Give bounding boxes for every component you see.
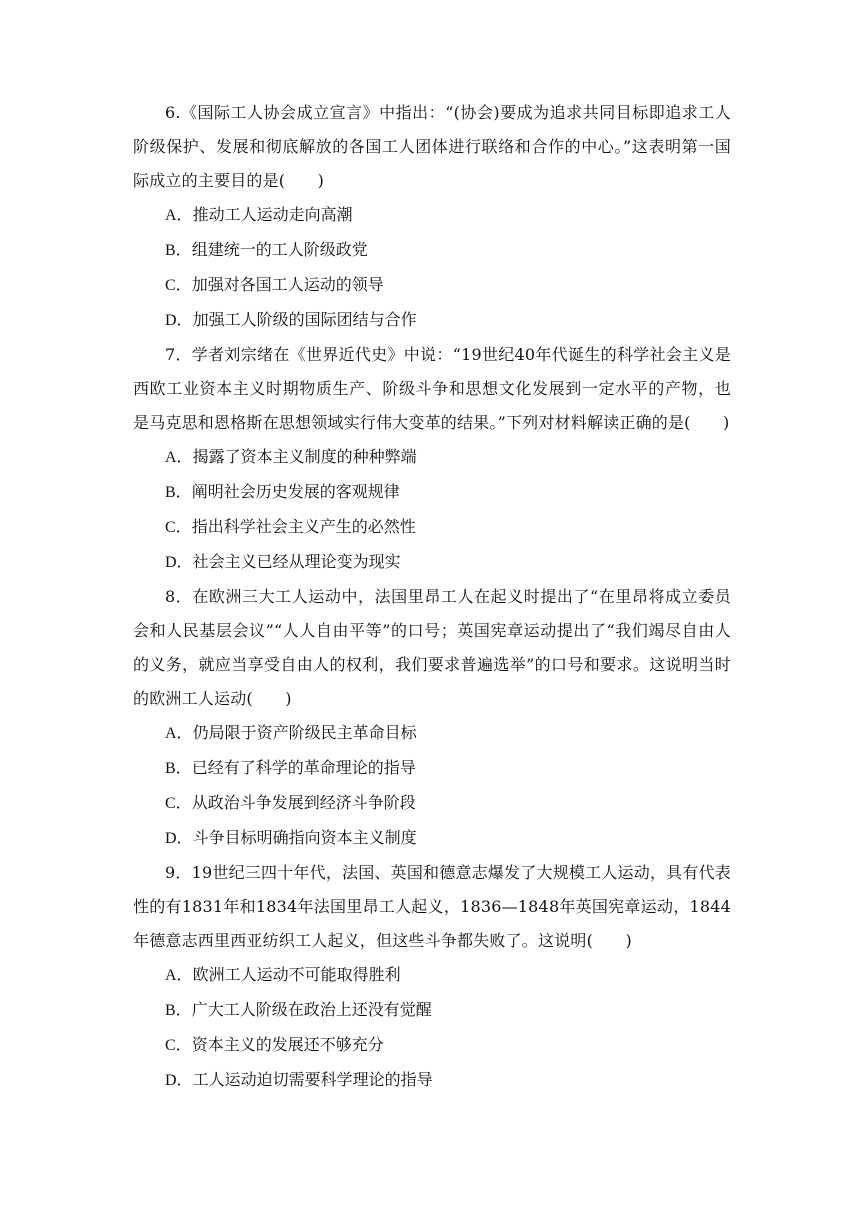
option-d [133,821,731,856]
option-text: 加强工人阶级的国际团结与合作 [192,310,417,329]
option-text: 阐明社会历史发展的客观规律 [191,482,400,501]
option-letter: D． [165,1072,193,1089]
option-text: 推动工人运动走向高潮 [192,205,353,224]
option-letter: A． [165,967,193,984]
option-letter: C． [165,519,192,536]
option-text: 广大工人阶级在政治上还没有觉醒 [191,1000,432,1019]
option-letter: A． [165,449,193,466]
option-list [133,958,731,1098]
option-text: 欧洲工人运动不可能取得胜利 [192,965,401,984]
option-b [133,233,731,268]
option-text: 已经有了科学的革命理论的指导 [191,758,416,777]
option-a [133,198,731,233]
option-letter: A． [165,207,193,224]
option-text: 仍局限于资产阶级民主革命目标 [192,723,417,742]
option-text: 加强对各国工人运动的领导 [191,275,384,294]
option-list [133,440,731,580]
option-c [133,510,731,545]
option-c [133,1028,731,1063]
option-list [133,198,731,338]
question-stem: 9．19世纪三四十年代，法国、英国和德意志爆发了大规模工人运动，具有代表性的有1831年和1834年法国里昂工人起义，1836—1848年英国宪章运动，1844年德意志西里西亚纺织工人起义，但这些斗争都失败了。这说明( ) [133,863,731,950]
question-8 [133,580,731,856]
option-a [133,716,731,751]
option-letter: C． [165,795,192,812]
option-letter: B． [165,1002,192,1019]
option-letter: B． [165,760,192,777]
option-text: 斗争目标明确指向资本主义制度 [192,828,417,847]
option-letter: D． [165,312,193,329]
option-letter: B． [165,242,192,259]
option-list [133,716,731,856]
option-d [133,545,731,580]
option-b [133,475,731,510]
option-text: 揭露了资本主义制度的种种弊端 [192,447,417,466]
question-stem: 6.《国际工人协会成立宣言》中指出：“(协会)要成为追求共同目标即追求工人阶级保护、发展和彻底解放的各国工人团体进行联络和合作的中心。”这表明第一国际成立的主要目的是( ) [133,103,731,190]
question-9 [133,856,731,1098]
option-text: 从政治斗争发展到经济斗争阶段 [191,793,416,812]
option-d [133,1063,731,1098]
option-a [133,440,731,475]
option-letter: C． [165,277,192,294]
option-text: 组建统一的工人阶级政党 [191,240,368,259]
option-letter: D． [165,830,193,847]
option-text: 工人运动迫切需要科学理论的指导 [192,1070,433,1089]
option-letter: C． [165,1037,192,1054]
option-d [133,303,731,338]
option-b [133,993,731,1028]
option-c [133,786,731,821]
question-6 [133,96,731,338]
option-text: 指出科学社会主义产生的必然性 [191,517,416,536]
option-b [133,751,731,786]
option-text: 社会主义已经从理论变为现实 [192,552,401,571]
option-c [133,268,731,303]
question-stem: 8．在欧洲三大工人运动中，法国里昂工人在起义时提出了“在里昂将成立委员会和人民基层会议”“人人自由平等”的口号；英国宪章运动提出了“我们竭尽自由人的义务，就应当享受自由人的权利，我们要求普遍选举”的口号和要求。这说明当时的欧洲工人运动( ) [133,587,731,708]
option-text: 资本主义的发展还不够充分 [191,1035,384,1054]
option-letter: B． [165,484,192,501]
question-7 [133,338,731,580]
option-letter: A． [165,725,193,742]
option-a [133,958,731,993]
exam-page [133,96,731,1098]
option-letter: D． [165,554,193,571]
question-stem: 7．学者刘宗绪在《世界近代史》中说：“19世纪40年代诞生的科学社会主义是西欧工业资本主义时期物质生产、阶级斗争和思想文化发展到一定水平的产物，也是马克思和恩格斯在思想领域实行伟大变革的结果。”下列对材料解读正确的是( ) [133,345,731,432]
